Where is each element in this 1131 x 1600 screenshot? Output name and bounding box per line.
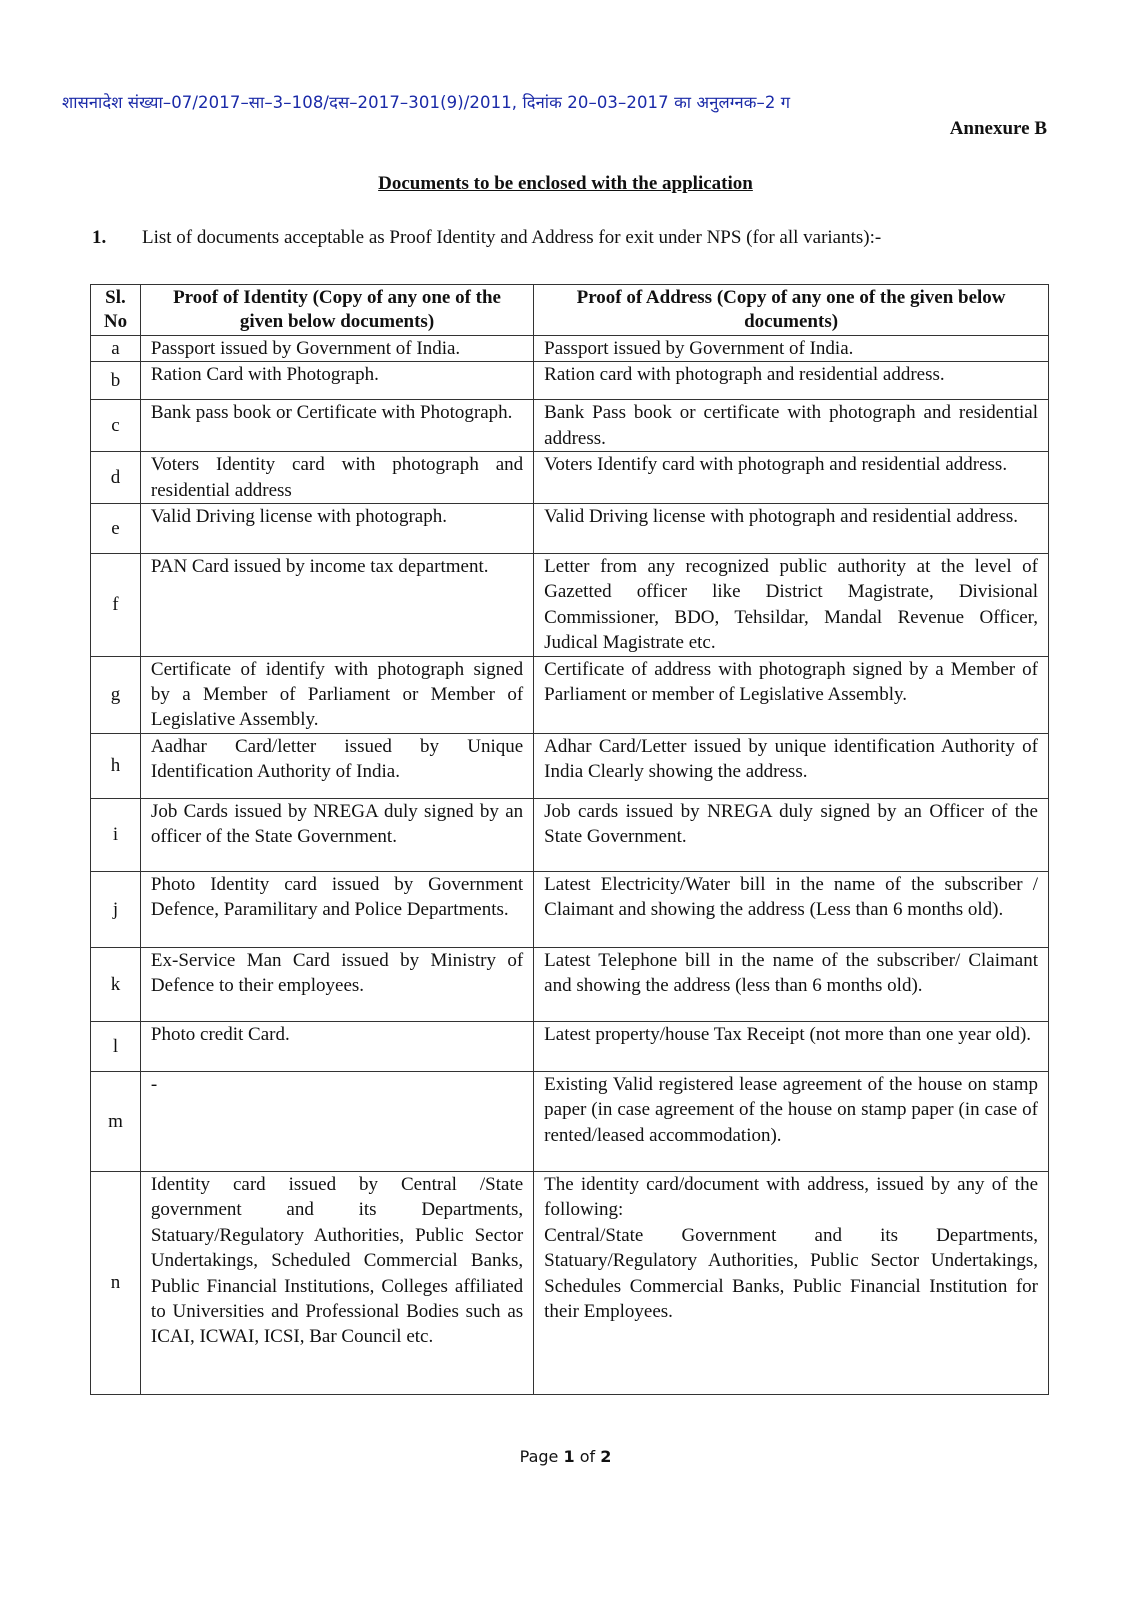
row-sl-no: f (91, 554, 141, 657)
annexure-label: Annexure B (949, 118, 1047, 139)
documents-table (90, 284, 1049, 1395)
page-current: 1 (563, 1447, 575, 1466)
page-title-text: Documents to be enclosed with the application (378, 173, 753, 194)
section-heading (92, 227, 881, 249)
row-proof-of-identity: Passport issued by Government of India. (140, 336, 533, 362)
row-proof-of-address: Ration card with photograph and residential address. (534, 362, 1049, 400)
row-sl-no: g (91, 656, 141, 733)
row-proof-of-address: Letter from any recognized public authority at the level of Gazetted officer like District Magistrate, Divisional Commissioner, BDO, Tehsildar, Mandal Revenue Officer, Judical Magistrate etc. (534, 554, 1049, 657)
row-proof-of-identity: PAN Card issued by income tax department. (140, 554, 533, 657)
row-sl-no: e (91, 504, 141, 554)
table-row (91, 656, 1049, 733)
table-row (91, 554, 1049, 657)
row-sl-no: j (91, 871, 141, 947)
row-proof-of-address: Adhar Card/Letter issued by unique identification Authority of India Clearly showing the address. (534, 733, 1049, 798)
row-proof-of-identity: Job Cards issued by NREGA duly signed by an officer of the State Government. (140, 798, 533, 871)
table-row (91, 362, 1049, 400)
row-sl-no: k (91, 947, 141, 1021)
row-proof-of-identity: - (140, 1071, 533, 1171)
row-proof-of-identity: Aadhar Card/letter issued by Unique Identification Authority of India. (140, 733, 533, 798)
row-proof-of-identity: Photo credit Card. (140, 1021, 533, 1071)
row-proof-of-identity: Bank pass book or Certificate with Photograph. (140, 400, 533, 452)
section-text: List of documents acceptable as Proof Identity and Address for exit under NPS (for all variants):- (142, 227, 882, 248)
table-row (91, 400, 1049, 452)
row-sl-no: h (91, 733, 141, 798)
row-proof-of-identity: Ex-Service Man Card issued by Ministry of Defence to their employees. (140, 947, 533, 1021)
page-total: 2 (600, 1447, 612, 1466)
row-proof-of-address: Job cards issued by NREGA duly signed by an Officer of the State Government. (534, 798, 1049, 871)
table-row (91, 733, 1049, 798)
row-proof-of-identity: Photo Identity card issued by Government Defence, Paramilitary and Police Departments. (140, 871, 533, 947)
page-title (0, 173, 1131, 195)
table-row (91, 452, 1049, 504)
table-row (91, 1171, 1049, 1394)
header-proof-of-identity: Proof of Identity (Copy of any one of the given below documents) (140, 285, 533, 336)
row-proof-of-address: Existing Valid registered lease agreement of the house on stamp paper (in case agreement of the house on stamp paper (in case of rented/leased accommodation). (534, 1071, 1049, 1171)
row-sl-no: d (91, 452, 141, 504)
row-proof-of-identity: Certificate of identify with photograph signed by a Member of Parliament or Member of Legislative Assembly. (140, 656, 533, 733)
row-proof-of-address: Bank Pass book or certificate with photograph and residential address. (534, 400, 1049, 452)
row-sl-no: b (91, 362, 141, 400)
row-proof-of-address: Latest property/house Tax Receipt (not more than one year old). (534, 1021, 1049, 1071)
row-sl-no: a (91, 336, 141, 362)
row-sl-no: c (91, 400, 141, 452)
section-number: 1. (92, 227, 107, 248)
row-proof-of-address: Voters Identify card with photograph and residential address. (534, 452, 1049, 504)
row-sl-no: l (91, 1021, 141, 1071)
row-proof-of-address: Latest Telephone bill in the name of the subscriber/ Claimant and showing the address (less than 6 months old). (534, 947, 1049, 1021)
page-number (0, 1447, 1131, 1466)
table-row (91, 504, 1049, 554)
row-proof-of-address: Passport issued by Government of India. (534, 336, 1049, 362)
header-sl-no: Sl. No (91, 285, 141, 336)
table-row (91, 798, 1049, 871)
row-proof-of-address: Valid Driving license with photograph and residential address. (534, 504, 1049, 554)
row-proof-of-identity: Valid Driving license with photograph. (140, 504, 533, 554)
row-proof-of-address: Certificate of address with photograph signed by a Member of Parliament or member of Legislative Assembly. (534, 656, 1049, 733)
row-proof-of-address: The identity card/document with address, issued by any of the following: Central/State Government and its Departments, Statuary/Regulatory Authorities, Public Sector Undertakings, Schedules Commercial Banks, Public Financial Institution for their Employees. (534, 1171, 1049, 1394)
row-proof-of-identity: Ration Card with Photograph. (140, 362, 533, 400)
row-sl-no: m (91, 1071, 141, 1171)
table-header-row (91, 285, 1049, 336)
row-sl-no: n (91, 1171, 141, 1394)
table-row (91, 1071, 1049, 1171)
row-proof-of-identity: Voters Identity card with photograph and residential address (140, 452, 533, 504)
table-row (91, 336, 1049, 362)
table-row (91, 871, 1049, 947)
table-row (91, 1021, 1049, 1071)
row-sl-no: i (91, 798, 141, 871)
row-proof-of-address: Latest Electricity/Water bill in the name of the subscriber / Claimant and showing the address (Less than 6 months old). (534, 871, 1049, 947)
page-label: Page (519, 1447, 559, 1466)
order-reference: शासनादेश संख्या–07/2017–सा–3–108/दस–2017–301(9)/2011, दिनांक 20–03–2017 का अनुलग्नक–2 ग (62, 93, 791, 112)
row-proof-of-identity: Identity card issued by Central /State government and its Departments, Statuary/Regulatory Authorities, Public Sector Undertakings, Scheduled Commercial Banks, Public Financial Institutions, Colleges affiliated to Universities and Professional Bodies such as ICAI, ICWAI, ICSI, Bar Council etc. (140, 1171, 533, 1394)
header-proof-of-address: Proof of Address (Copy of any one of the given below documents) (534, 285, 1049, 336)
page-of: of (579, 1447, 596, 1466)
table-row (91, 947, 1049, 1021)
